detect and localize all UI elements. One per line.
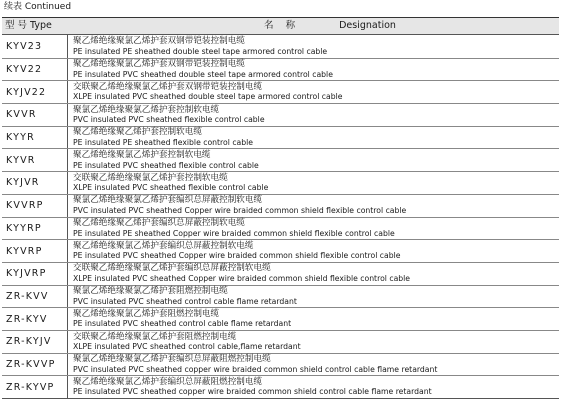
table-row bbox=[2, 285, 559, 308]
table-row bbox=[2, 171, 559, 194]
cable-type-code: ZR-KYV bbox=[2, 308, 68, 330]
designation-header-en: Designation bbox=[339, 20, 396, 31]
designation-english: PE insulated PE sheathed flexible control cable bbox=[73, 137, 254, 147]
designation-chinese: 聚氯乙烯绝缘聚氯乙烯护套编织总屏蔽阻燃控制电缆 bbox=[73, 354, 271, 365]
designation-english: PE insulated PVC sheathed Copper wire braided common shield flexible control cable bbox=[73, 251, 401, 261]
designation-english: XLPE insulated PVC sheathed control cable,flame retardant bbox=[73, 342, 301, 352]
cable-designation bbox=[68, 195, 559, 217]
designation-chinese: 聚乙烯绝缘聚氯乙烯护套编织总屏蔽阻燃控制电缆 bbox=[73, 376, 263, 387]
cable-designation bbox=[68, 286, 559, 308]
cable-designation bbox=[68, 104, 559, 126]
table-row bbox=[2, 194, 559, 217]
cable-designation bbox=[68, 308, 559, 330]
designation-chinese: 聚氯乙烯绝缘聚氯乙烯护套控制软电缆 bbox=[73, 104, 220, 115]
table-body bbox=[2, 35, 559, 398]
cable-designation bbox=[68, 376, 559, 398]
table-row bbox=[2, 217, 559, 240]
designation-chinese: 交联聚乙烯绝缘聚氯乙烯护套控制软电缆 bbox=[73, 172, 228, 183]
designation-english: PE insulated PVC sheathed control cable flame retardant bbox=[73, 319, 292, 329]
designation-column-header bbox=[68, 18, 559, 34]
designation-english: PE insulated PE sheathed Copper wire braided common shield flexible control cable bbox=[73, 228, 395, 238]
cable-type-code: KYYRP bbox=[2, 218, 68, 240]
table-row bbox=[2, 239, 559, 262]
designation-chinese: 聚乙烯绝缘聚氯乙烯护套控制软电缆 bbox=[73, 150, 211, 161]
table-row bbox=[2, 80, 559, 103]
cable-designation bbox=[68, 127, 559, 149]
designation-english: PE insulated PVC sheathed flexible control cable bbox=[73, 160, 259, 170]
designation-chinese: 聚乙烯绝缘聚氯乙烯护套双钢带铠装控制电缆 bbox=[73, 36, 245, 47]
cable-designation bbox=[68, 59, 559, 81]
table-row bbox=[2, 307, 559, 330]
cable-type-code: KYVRP bbox=[2, 240, 68, 262]
designation-english: XLPE insulated PVC sheathed flexible control cable bbox=[73, 183, 269, 193]
designation-chinese: 交联聚乙烯绝缘聚氯乙烯护套阻燃控制电缆 bbox=[73, 331, 237, 342]
cable-type-code: KYVR bbox=[2, 149, 68, 171]
cable-designation bbox=[68, 263, 559, 285]
cable-type-code: ZR-KYJV bbox=[2, 331, 68, 353]
cable-designation bbox=[68, 218, 559, 240]
cable-type-code: KYJVR bbox=[2, 172, 68, 194]
table-row bbox=[2, 353, 559, 376]
designation-english: PVC insulated PVC sheathed control cable flame retardant bbox=[73, 296, 297, 306]
designation-english: PE insulated PE sheathed double steel tape armored control cable bbox=[73, 46, 328, 56]
table-caption: 续表 Continued bbox=[4, 2, 72, 12]
designation-english: PVC insulated PVC sheathed copper wire braided common shield control cable flame retardant bbox=[73, 364, 438, 374]
designation-header-zh: 名 称 bbox=[264, 20, 296, 31]
cable-type-code: ZR-KVV bbox=[2, 286, 68, 308]
cable-type-code: KVVR bbox=[2, 104, 68, 126]
table-header bbox=[2, 18, 559, 35]
cable-designation bbox=[68, 354, 559, 376]
designation-chinese: 聚乙烯绝缘聚乙烯护套控制软电缆 bbox=[73, 127, 202, 138]
type-column-header: 型 号 Type bbox=[5, 20, 52, 31]
table-row bbox=[2, 330, 559, 353]
cable-type-table bbox=[2, 17, 559, 399]
table-row bbox=[2, 262, 559, 285]
designation-chinese: 交联聚乙烯绝缘聚氯乙烯护套双钢带铠装控制电缆 bbox=[73, 81, 263, 92]
designation-english: XLPE insulated PVC sheathed Copper wire braided common shield flexible control cable bbox=[73, 273, 411, 283]
table-row bbox=[2, 126, 559, 149]
designation-english: PVC insulated PVC sheathed Copper wire braided common shield flexible control cable bbox=[73, 205, 407, 215]
designation-chinese: 聚氯乙烯绝缘聚氯乙烯护套阻燃控制电缆 bbox=[73, 286, 228, 297]
cable-type-code: ZR-KYVP bbox=[2, 376, 68, 398]
table-row bbox=[2, 148, 559, 171]
designation-chinese: 聚乙烯绝缘聚氯乙烯护套阻燃控制电缆 bbox=[73, 308, 220, 319]
table-row bbox=[2, 375, 559, 398]
cable-designation bbox=[68, 240, 559, 262]
cable-type-code: KYJVRP bbox=[2, 263, 68, 285]
cable-type-code: KYJV22 bbox=[2, 81, 68, 103]
table-row bbox=[2, 35, 559, 58]
cable-designation bbox=[68, 172, 559, 194]
designation-chinese: 聚乙烯绝缘聚氯乙烯护套编织总屏蔽控制软电缆 bbox=[73, 240, 254, 251]
cable-designation bbox=[68, 149, 559, 171]
designation-english: PVC insulated PVC sheathed flexible control cable bbox=[73, 115, 265, 125]
cable-type-code: KYV22 bbox=[2, 59, 68, 81]
designation-english: PE insulated PVC sheathed copper wire braided common shield control cable flame retardant bbox=[73, 387, 432, 397]
table-row bbox=[2, 103, 559, 126]
designation-english: PE insulated PVC sheathed double steel tape armored control cable bbox=[73, 69, 333, 79]
designation-english: XLPE insulated PVC sheathed double steel tape armored control cable bbox=[73, 92, 343, 102]
cable-type-code: ZR-KVVP bbox=[2, 354, 68, 376]
cable-designation bbox=[68, 81, 559, 103]
designation-chinese: 聚乙烯绝缘聚氯乙烯护套双钢带铠装控制电缆 bbox=[73, 59, 245, 70]
cable-type-code: KYV23 bbox=[2, 35, 68, 58]
cable-type-code: KVVRP bbox=[2, 195, 68, 217]
designation-chinese: 聚乙烯绝缘聚乙烯护套编织总屏蔽控制软电缆 bbox=[73, 218, 245, 229]
cable-type-code: KYYR bbox=[2, 127, 68, 149]
designation-chinese: 交联聚乙烯绝缘聚氯乙烯护套编织总屏蔽控制软电缆 bbox=[73, 263, 271, 274]
designation-chinese: 聚氯乙烯绝缘聚氯乙烯护套编织总屏蔽控制软电缆 bbox=[73, 195, 263, 206]
cable-designation bbox=[68, 35, 559, 58]
cable-designation bbox=[68, 331, 559, 353]
table-row bbox=[2, 58, 559, 81]
